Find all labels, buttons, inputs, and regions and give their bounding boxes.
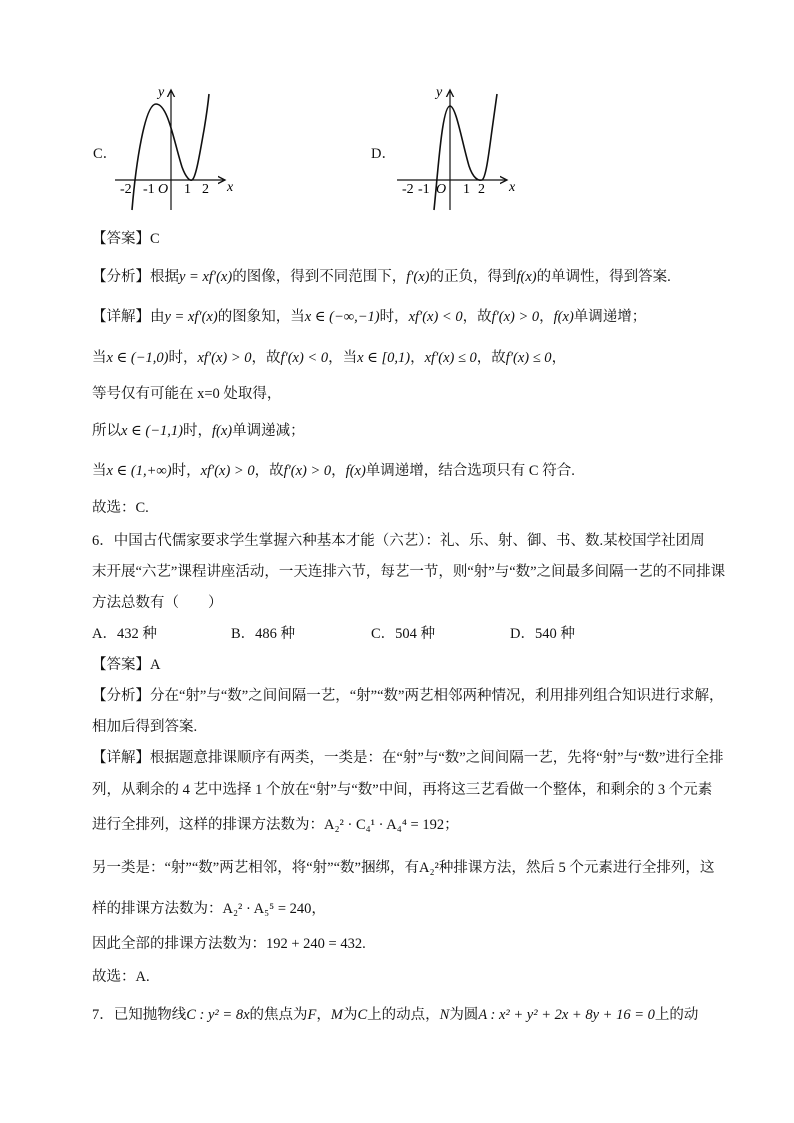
formula: x ∈ (−∞,−1) (304, 309, 380, 325)
analysis-tag: 【分析】 (92, 688, 150, 704)
formula: f(x) (516, 269, 537, 285)
formula: f′(x) > 0 (283, 463, 332, 479)
formula: A₂² · C₄¹ · A₄⁴ = 192 (324, 817, 445, 833)
text: 上的动点， (367, 1007, 440, 1023)
formula: f′(x) > 0 (491, 309, 540, 325)
text: 7．已知抛物线 (92, 1007, 187, 1023)
text: ，故 (254, 463, 284, 479)
formula: A₂² (419, 860, 439, 876)
text: ， (410, 350, 425, 366)
q6-analysis-line-1 (92, 686, 723, 706)
text: 根据 (150, 269, 179, 285)
text: 的图象知，当 (217, 309, 305, 325)
q6-option-b: B．486 种 (231, 626, 296, 642)
formula: f(x) (345, 463, 366, 479)
graph-d-origin: O (436, 182, 447, 197)
q5-detail-line-1 (92, 307, 646, 327)
graph-d-tick-2: 2 (478, 182, 485, 197)
detail-tag: 【详解】 (92, 309, 150, 325)
formula: xf′(x) > 0 (197, 350, 252, 366)
q6-detail-line-3 (92, 815, 459, 835)
option-c-label: C． (93, 146, 118, 162)
text: 上的动 (654, 1007, 699, 1023)
text: 单调递增； (573, 309, 647, 325)
formula: f(x) (212, 423, 233, 439)
q6-choice: 故选：A. (92, 969, 150, 985)
text: 为圆 (449, 1007, 479, 1023)
graph-c-tick-1: 1 (184, 182, 191, 197)
q6-option-d: D．540 种 (510, 626, 575, 642)
q6-detail-line-4 (92, 858, 714, 878)
formula: f(x) (553, 309, 574, 325)
text: 单调递增，结合选项只有 C 符合. (365, 463, 575, 479)
formula: xf′(x) < 0 (408, 309, 463, 325)
graph-c (110, 82, 245, 212)
text: ，故 (462, 309, 492, 325)
graph-d-tick-m1: -1 (418, 182, 430, 197)
text: 当 (92, 350, 107, 366)
q6-option-c: C．504 种 (371, 626, 436, 642)
graph-c-origin: O (158, 182, 169, 197)
q5-detail-line-5 (92, 461, 575, 481)
q6-detail-line-6 (92, 934, 366, 954)
graph-c-x-label: x (227, 180, 234, 195)
graph-d-y-label: y (436, 85, 443, 100)
graph-d-tick-1: 1 (463, 182, 470, 197)
text: 由 (150, 309, 165, 325)
text: ， (316, 1007, 331, 1023)
q6-detail-line-2: 列，从剩余的 4 艺中选择 1 个放在“射”与“数”中间，再将这三艺看做一个整体，和剩余的 3 个元素 (92, 782, 713, 798)
text: 单调递减； (232, 423, 305, 439)
q5-detail-line-3: 等号仅有可能在 x=0 处取得， (92, 386, 282, 402)
q6-stem-line-3: 方法总数有（ ） (92, 595, 223, 611)
q5-detail-line-2 (92, 348, 566, 368)
text: 时， (379, 309, 409, 325)
q5-answer: 【答案】C (92, 231, 160, 247)
formula: C : y² = 8x (186, 1007, 250, 1023)
text: ， (331, 463, 346, 479)
formula: f′(x) ≤ 0 (505, 350, 552, 366)
formula: xf′(x) ≤ 0 (424, 350, 477, 366)
graph-c-tick-m2: -2 (120, 182, 132, 197)
formula: N (439, 1007, 450, 1023)
formula: x ∈ [0,1) (357, 350, 411, 366)
text: 根据题意排课顺序有两类，一类是：在“射”与“数”之间间隔一艺，先将“射”与“数”进行全排 (150, 750, 724, 766)
text: 为 (342, 1007, 358, 1023)
q6-option-a: A．432 种 (92, 626, 157, 642)
formula: xf′(x) > 0 (200, 463, 255, 479)
text: 的单调性，得到答案. (536, 269, 671, 285)
formula: A₂² · A₅⁵ = 240 (222, 901, 312, 917)
formula: x ∈ (−1,0) (106, 350, 169, 366)
graph-d-tick-m2: -2 (402, 182, 414, 197)
graph-c-tick-2: 2 (202, 182, 209, 197)
text: 进行全排列，这样的排课方法数为： (92, 817, 324, 833)
formula: y = xf′(x) (179, 269, 233, 285)
q6-detail-line-1 (92, 748, 723, 768)
q5-choice: 故选：C. (92, 500, 149, 516)
formula: f′(x) (406, 269, 430, 285)
formula: A : x² + y² + 2x + 8y + 16 = 0 (478, 1007, 655, 1023)
text: 样的排课方法数为： (92, 901, 223, 917)
text: 种排课方法，然后 5 个元素进行全排列，这 (438, 860, 715, 876)
q5-analysis (92, 267, 671, 287)
text: ； (444, 817, 459, 833)
q6-answer: 【答案】A (92, 657, 161, 673)
formula: f′(x) < 0 (280, 350, 329, 366)
text: 时， (171, 463, 201, 479)
text: ， (551, 350, 567, 366)
text: ， (539, 309, 554, 325)
graph-d (392, 82, 527, 212)
q6-detail-line-5 (92, 899, 326, 919)
text: 分在“射”与“数”之间间隔一艺，“射”“数”两艺相邻两种情况，利用排列组合知识进行求解， (150, 688, 724, 704)
text: 时， (183, 423, 212, 439)
text: 当 (92, 463, 107, 479)
formula: y = xf′(x) (164, 309, 218, 325)
q6-analysis-line-2: 相加后得到答案. (92, 719, 198, 735)
q7-stem-line-1 (92, 1005, 698, 1025)
q6-stem-line-2: 末开展“六艺”课程讲座活动，一天连排六节，每艺一节，则“射”与“数”之间最多间隔一艺的不同排课 (92, 564, 726, 580)
q5-detail-line-4 (92, 421, 305, 441)
text: ，故 (476, 350, 506, 366)
graph-c-y-label: y (158, 85, 165, 100)
graph-d-x-label: x (509, 180, 516, 195)
formula: M (330, 1007, 343, 1023)
text: 的正负，得到 (429, 269, 517, 285)
text: 因此全部的排课方法数为： (92, 936, 266, 952)
q6-stem-line-1: 6．中国古代儒家要求学生掌握六种基本才能（六艺）：礼、乐、射、御、书、数.某校国学社团周 (92, 533, 705, 549)
detail-tag: 【详解】 (92, 750, 150, 766)
formula: x ∈ (1,+∞) (106, 463, 172, 479)
option-d-label: D． (371, 146, 396, 162)
text: 另一类是：“射”“数”两艺相邻，将“射”“数”捆绑，有 (92, 860, 419, 876)
text: ，故 (251, 350, 281, 366)
formula: x ∈ (−1,1) (121, 423, 183, 439)
text: . (362, 936, 366, 952)
formula: 192 + 240 = 432 (266, 936, 363, 952)
text: 时， (168, 350, 198, 366)
text: 所以 (92, 423, 121, 439)
text: 的图像，得到不同范围下， (232, 269, 407, 285)
formula: C (357, 1007, 368, 1023)
formula: F (307, 1007, 317, 1023)
analysis-tag: 【分析】 (92, 269, 150, 285)
graph-c-tick-m1: -1 (143, 182, 155, 197)
text: ，当 (328, 350, 358, 366)
text: 的焦点为 (249, 1007, 308, 1023)
text: ， (311, 901, 326, 917)
